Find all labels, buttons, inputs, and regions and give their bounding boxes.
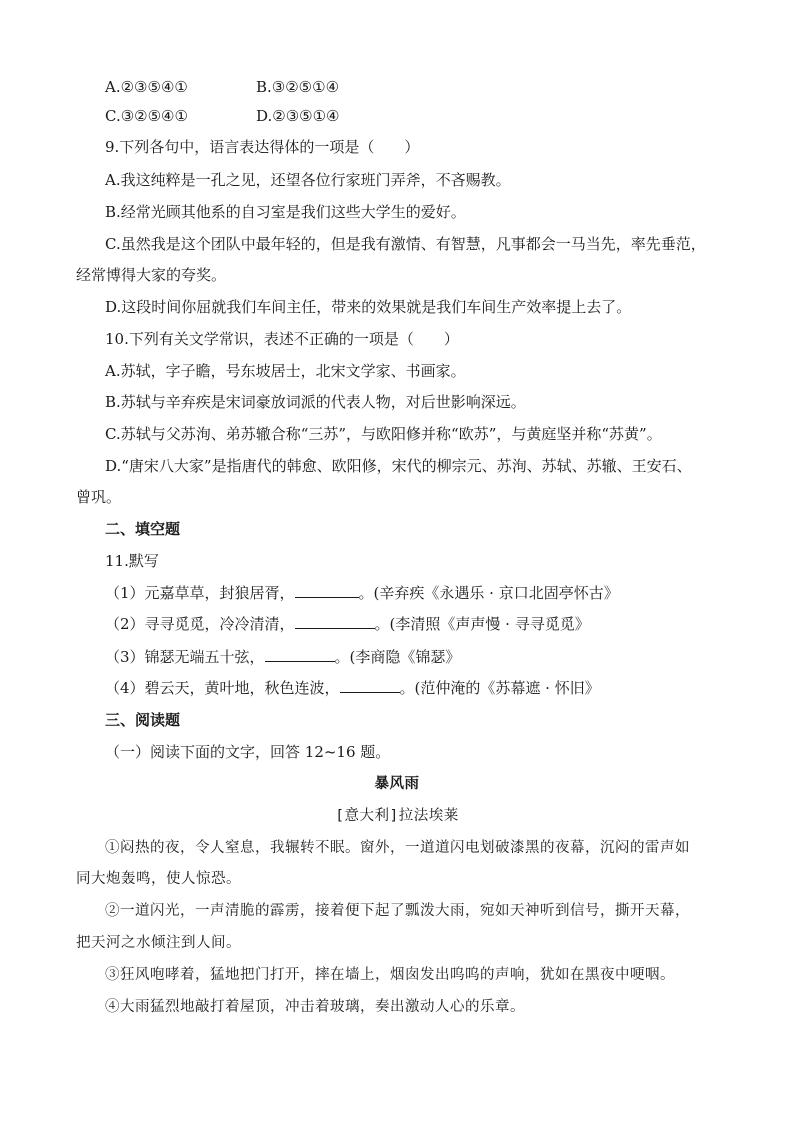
q10-option-d-line1: D.“唐宋八大家”是指唐代的韩愈、欧阳修，宋代的柳宗元、苏洵、苏轼、苏辙、王安石、 [105, 457, 692, 475]
reading-intro: （一）阅读下面的文字，回答 12~16 题。 [105, 743, 391, 761]
fill-item-4 [105, 677, 600, 699]
fill-item-2-text: （2）寻寻觅觅，冷冷清清， [105, 615, 295, 633]
q10-option-a: A.苏轼，字子瞻，号东坡居士，北宋文学家、书画家。 [105, 362, 466, 380]
section-3-heading: 三、阅读题 [105, 711, 181, 729]
fill-item-2 [105, 613, 590, 635]
article-paragraph-3: ③狂风咆哮着，猛地把门打开，摔在墙上，烟囱发出呜呜的声响，犹如在黑夜中哽咽。 [105, 967, 675, 983]
article-paragraph-1-line1: ①闷热的夜，令人窒息，我辗转不眠。窗外，一道道闪电划破漆黑的夜幕，沉闷的雷声如 [105, 840, 690, 856]
q9-option-a: A.我这纯粹是一孔之见，还望各位行家班门弄斧，不吝赐教。 [105, 171, 511, 189]
q11-title: 11.默写 [105, 552, 159, 570]
fill-blank-2[interactable] [295, 614, 375, 629]
q9-stem: 9.下列各句中，语言表达得体的一项是（ ） [105, 138, 420, 156]
fill-item-4-source: 。(范仲淹的《苏幕遮 · 怀旧》 [399, 679, 600, 697]
q9-option-b: B.经常光顾其他系的自习室是我们这些大学生的爱好。 [105, 203, 466, 221]
fill-blank-1[interactable] [295, 583, 359, 598]
q10-stem: 10.下列有关文学常识，表述不正确的一项是（ ） [105, 330, 459, 348]
q8-option-d: D.②③⑤①④ [256, 107, 340, 125]
fill-item-2-source: 。(李清照《声声慢 · 寻寻觅觅》 [374, 615, 590, 633]
fill-blank-4[interactable] [340, 678, 400, 693]
fill-blank-3[interactable] [265, 647, 335, 662]
article-author: [意大利]拉法埃莱 [335, 808, 459, 824]
q8-option-c: C.③②⑤④① [105, 107, 188, 125]
section-2-heading: 二、填空题 [105, 520, 181, 538]
q8-option-b: B.③②⑤①④ [256, 78, 340, 96]
q9-option-c-line2: 经常博得大家的夸奖。 [76, 266, 227, 284]
q9-option-c-line1: C.虽然我是这个团队中最年轻的，但是我有激情、有智慧，凡事都会一马当先，率先垂范， [105, 235, 706, 253]
q8-options-row-1 [105, 76, 340, 98]
fill-item-1 [105, 582, 619, 604]
article-title: 暴风雨 [374, 776, 420, 792]
q8-option-a: A.②③⑤④① [105, 78, 188, 96]
article-paragraph-1-line2: 同大炮轰鸣，使人惊恐。 [76, 871, 241, 887]
fill-item-3-source: 。(李商隐《锦瑟》 [334, 648, 461, 666]
fill-item-1-source: 。(辛弃疾《永遇乐 · 京口北固亭怀古》 [358, 584, 619, 602]
q8-options-row-2 [105, 105, 340, 127]
article-paragraph-4: ④大雨猛烈地敲打着屋顶，冲击着玻璃，奏出激动人心的乐章。 [105, 999, 525, 1015]
article-paragraph-2-line1: ②一道闪光，一声清脆的霹雳，接着便下起了瓢泼大雨，宛如天神听到信号，撕开天幕， [105, 903, 690, 919]
article-paragraph-2-line2: 把天河之水倾注到人间。 [76, 935, 241, 951]
q9-option-d: D.这段时间你屈就我们车间主任，带来的效果就是我们车间生产效率提上去了。 [105, 298, 632, 316]
fill-item-3-text: （3）锦瑟无端五十弦， [105, 648, 265, 666]
fill-item-1-text: （1）元嘉草草，封狼居胥， [105, 584, 295, 602]
fill-item-3 [105, 646, 460, 668]
q10-option-d-line2: 曾巩。 [76, 488, 122, 506]
q10-option-b: B.苏轼与辛弃疾是宋词豪放词派的代表人物，对后世影响深远。 [105, 393, 526, 411]
q10-option-c: C.苏轼与父苏洵、弟苏辙合称“三苏”，与欧阳修并称“欧苏”，与黄庭坚并称“苏黄”。 [105, 425, 662, 443]
fill-item-4-text: （4）碧云天，黄叶地，秋色连波， [105, 679, 340, 697]
